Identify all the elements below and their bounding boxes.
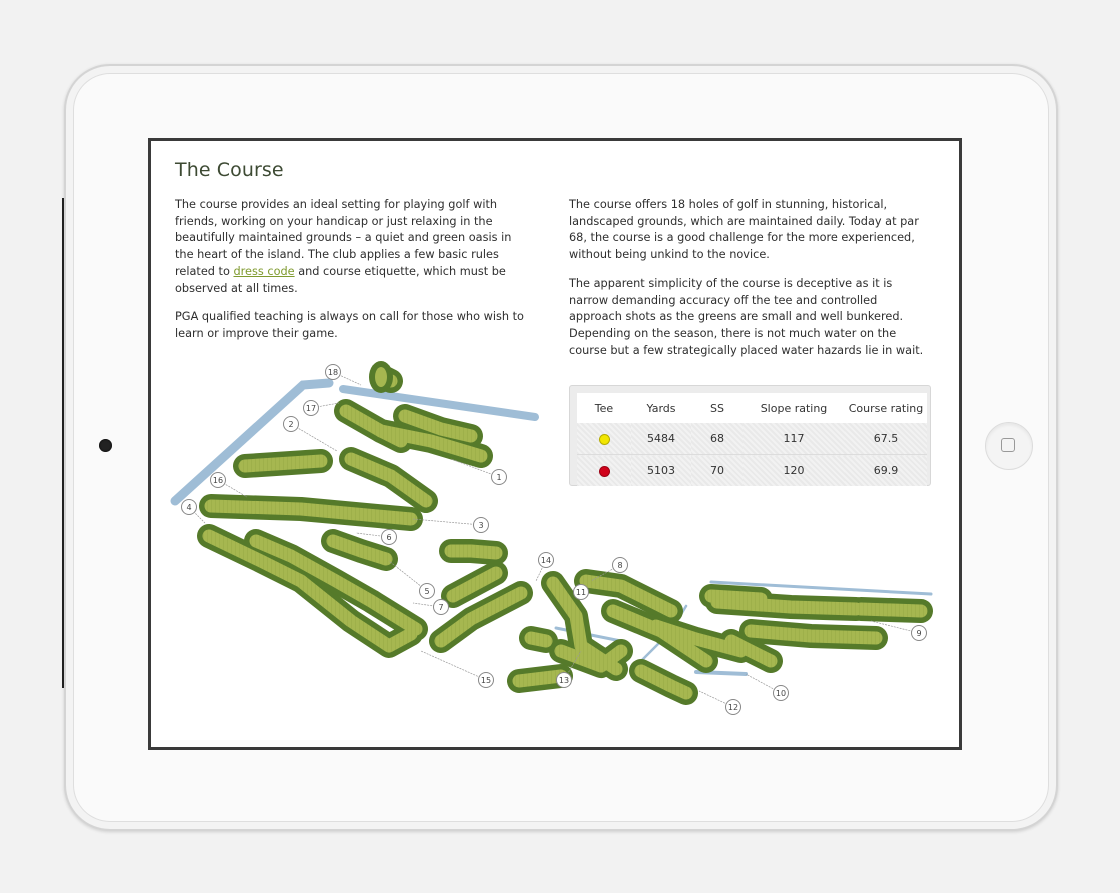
header-yards: Yards — [631, 393, 691, 423]
header-ss: SS — [691, 393, 743, 423]
course-map — [151, 141, 959, 747]
page-title: The Course — [175, 159, 284, 181]
hole-number: 15 — [480, 676, 492, 685]
course-offers-paragraph: The course offers 18 holes of golf in stunning, historical, landscaped grounds, which are maintained daily. Today at par 68, the course is a good challenge for the more experienced, without being unkind to the novice. — [569, 198, 919, 262]
fairway — [861, 609, 921, 611]
hole-number: 5 — [424, 587, 430, 596]
hole-number: 12 — [727, 703, 739, 712]
ss-cell: 68 — [691, 423, 743, 455]
hole-number: 13 — [558, 676, 570, 685]
dress-code-link[interactable]: dress code — [233, 264, 295, 278]
home-square-icon — [1001, 438, 1015, 452]
course-rating-cell: 69.9 — [845, 455, 927, 487]
yards-cell: 5484 — [631, 423, 691, 455]
header-slope: Slope rating — [743, 393, 845, 423]
teaching-paragraph: PGA qualified teaching is always on call for those who wish to learn or improve their game. — [175, 310, 524, 340]
hole-number: 1 — [496, 473, 502, 482]
leader-line — [421, 651, 486, 680]
hole-number: 3 — [478, 521, 484, 530]
course-rating-cell: 67.5 — [845, 423, 927, 455]
intro-text-end: and course etiquette, which must be observed at all times. — [175, 264, 506, 295]
hole-number: 9 — [916, 629, 922, 638]
simplicity-paragraph: The apparent simplicity of the course is deceptive as it is narrow demanding accuracy off the tee and controlled approach shots as the greens are small and well bunkered. Depending on the season, there is not much water on the course but a few strategically placed water hazards lie in wait. — [569, 276, 924, 357]
fairway — [751, 631, 876, 638]
fairway — [519, 676, 561, 681]
hole-number: 4 — [186, 503, 192, 512]
intro-text-start: The course provides an ideal setting for playing golf with friends, working on your handicap or just relaxing in the beautifully maintained grounds – a quiet and green oasis in the heart of the island. The club applies a few basic rules related to — [175, 198, 512, 278]
fairway — [381, 431, 401, 441]
hole-number: 11 — [575, 588, 587, 597]
hole-number: 7 — [438, 603, 444, 612]
slope-cell: 117 — [743, 423, 845, 455]
yards-cell: 5103 — [631, 455, 691, 487]
fairway — [531, 638, 546, 641]
leader-line — [413, 519, 481, 525]
fairway — [245, 461, 321, 466]
hole-number: 17 — [305, 404, 317, 413]
hole-number: 6 — [386, 533, 392, 542]
header-tee: Tee — [577, 393, 631, 423]
green-18-surface — [375, 367, 387, 387]
hole-number: 16 — [212, 476, 224, 485]
water-channel-left — [175, 383, 329, 501]
screen — [148, 138, 962, 750]
header-course-rating: Course rating — [845, 393, 927, 423]
slope-cell: 120 — [743, 455, 845, 487]
camera-icon — [99, 439, 112, 452]
hole-number: 14 — [540, 556, 552, 565]
home-button[interactable] — [985, 422, 1033, 470]
hole-labels — [182, 365, 927, 715]
fairway — [451, 551, 496, 553]
ss-cell: 70 — [691, 455, 743, 487]
hole-number: 18 — [327, 368, 339, 377]
hole-number: 2 — [288, 420, 294, 429]
fairway — [711, 596, 761, 599]
hole-number: 8 — [617, 561, 623, 570]
leader-line — [291, 424, 337, 451]
hole-number: 10 — [775, 689, 787, 698]
